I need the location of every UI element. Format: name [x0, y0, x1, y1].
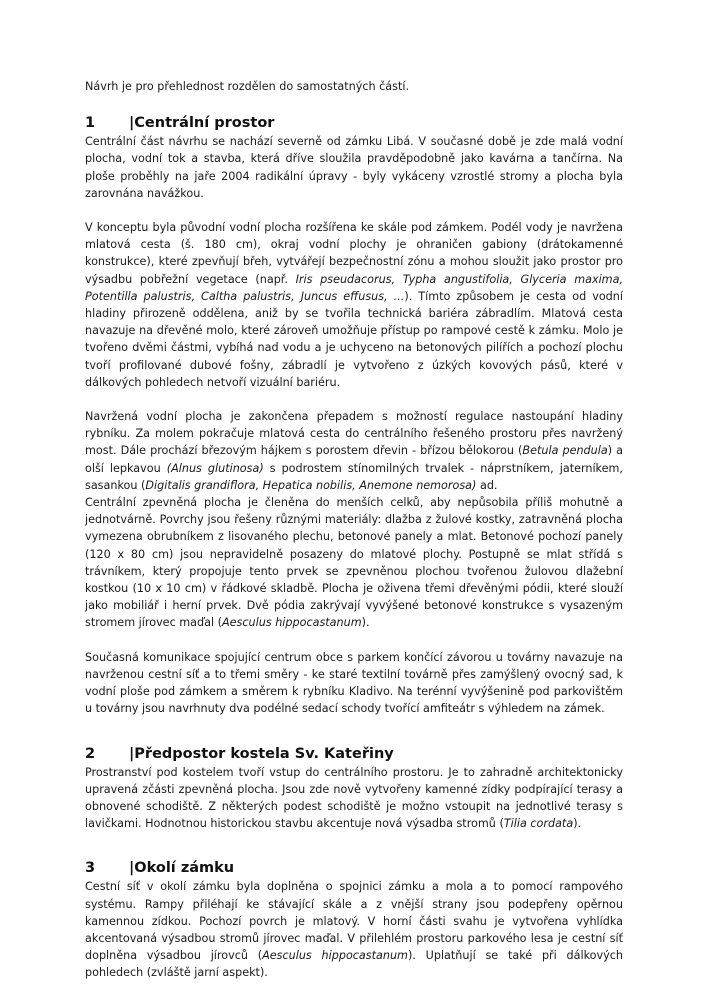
- text-run: Prostranství pod kostelem tvoří vstup do centrálního prostoru. Je to zahradně architektonicky upravená zčásti zpevněná plocha. Jsou zde nově vytvořeny kamenné zídky podpírající terasy a obnovené schodiště. Z některých podest schodiště je možno vstoupit na jednotlivé terasy s lavičkami. Hodnotnou historickou stavbu akcentuje nová výsadba stromů (: [85, 765, 623, 831]
- document-page: [85, 78, 623, 982]
- text-run: ). Uplatňují se také při dálkových pohledech (zvláště jarní aspekt).: [85, 949, 624, 980]
- text-run: ).: [361, 616, 370, 630]
- section-2-heading: [85, 744, 623, 764]
- section-3-paragraph-1: [85, 878, 623, 981]
- section-2-paragraph-1: [85, 764, 623, 833]
- section-1-paragraph-2: [85, 219, 623, 391]
- section-1-paragraph-4: [85, 494, 623, 632]
- species-name: Aesculus hippocastanum: [222, 616, 362, 630]
- species-list: Iris pseudacorus, Typha angustifolia, Glyceria maxima, Potentilla palustris, Caltha palustris, Juncus effusus, ...: [85, 272, 623, 303]
- text-run: ).: [573, 817, 582, 831]
- section-3-title: |Okolí zámku: [129, 860, 235, 877]
- species-name: Betula pendula: [522, 444, 608, 458]
- text-run: V konceptu byla původní vodní plocha rozšířena ke skále pod zámkem. Podél vody je navržena mlatová cesta (š. 180 cm), okraj vodní plochy je ohraničen gabiony (drátokamenné konstrukce), které zpevňují břeh, vytvářejí bezpečnostní zónu a mohou sloužit jako prostor pro výsadbu pobřežní vegetace (např.: [85, 221, 623, 286]
- text-run: ). Tímto způsobem je cesta od vodní hladiny přirozeně oddělena, aniž by se tvořila technická bariéra zábradlím. Mlatová cesta navazuje na dřevěné molo, které zároveň umožňuje přístup po rampové cestě k zámku. Molo je tvořeno dvěmi částmi, vybíhá nad vodu a je uchyceno na betonových pilířích a pochozí plochu tvoří profilované dubové fošny, zábradlí je vytvořeno z úzkých kovových pásů, které v dálkových pohledech netvoří vizuální bariéru.: [85, 289, 623, 389]
- section-1-heading: [85, 113, 623, 133]
- species-list: Digitalis grandiflora, Hepatica nobilis, Anemone nemorosa): [145, 478, 477, 492]
- text-run: ) a olší lepkavou: [85, 444, 623, 475]
- text-run: Cestní síť v okolí zámku byla doplněna o spojnici zámku a mola a to pomocí rampového systému. Rampy přiléhají ke stávající skále a z vnější strany jsou podepřeny opěrnou kamennou zídkou. Pochozí povrch je mlatový. V horní části svahu je vytvořena vyhlídka akcentovaná výsadbou stromů jírovec maďal. V přilehlém prostoru parkového lesa je cestní síť doplněna výsadbou jírovců (: [85, 880, 623, 963]
- section-1-number: 1: [85, 115, 96, 132]
- text-run: Navržená vodní plocha je zakončena přepadem s možností regulace nastoupání hladiny rybníku. Za molem pokračuje mlatová cesta do centrálního řešeného prostoru přes navržený most. Dále prochází březovým hájkem s porostem dřevin - břízou bělokorou (: [85, 410, 623, 458]
- species-name: Tilia cordata: [503, 817, 574, 831]
- text-run: ad.: [476, 478, 498, 492]
- section-2-number: 2: [85, 745, 96, 762]
- section-1-paragraph-1: Centrální část návrhu se nachází severně od zámku Libá. V současné době je zde malá vodní plocha, vodní tok a stavba, která dříve sloužila pravděpodobně jako kavárna a tančírna. Na ploše proběhly na jaře 2004 radikální úpravy - byly vykáceny vzrostlé stromy a plocha byla zarovnána navážkou.: [85, 135, 623, 200]
- section-1-paragraph-3: [85, 408, 623, 494]
- section-1-paragraph-5: Současná komunikace spojující centrum obce s parkem končící závorou u továrny navazuje na navrženou cestní síť a to třemi směry - ke staré textilní továrně přes zamýšlený ovocný sad, k vodní ploše pod zámkem a směrem k rybníku Kladivo. Na terénní vyvýšenině pod parkovištěm u továrny jsou navrhnuty dva podélné sedací schody tvořící amfiteátr s výhledem na zámek.: [85, 650, 623, 716]
- section-3-number: 3: [85, 860, 96, 877]
- section-3-heading: [85, 858, 623, 878]
- intro-text: Návrh je pro přehlednost rozdělen do samostatných částí.: [85, 80, 409, 93]
- section-2-title: |Předpostor kostela Sv. Kateřiny: [129, 745, 394, 762]
- species-name: (Alnus glutinosa): [166, 461, 264, 475]
- text-run: s podrostem stínomilných trvalek - náprstníkem, jaterníkem, sasankou (: [85, 461, 623, 492]
- species-name: Aesculus hippocastanum: [262, 949, 408, 963]
- section-1-title: |Centrální prostor: [129, 115, 275, 132]
- text-run: Centrální zpevněná plocha je členěna do menších celků, aby nepůsobila příliš mohutně a jednotvárně. Povrchy jsou řešeny různými materiály: dlažba z žulové kostky, zatravněná plocha vymezena obrubníkem z lisovaného plechu, betonové panely a mlat. Betonové pochozí panely (120 x 80 cm) jsou nepravidelně posazeny do mlatové plochy. Postupně se mlat střídá s trávníkem, který propojuje tento prvek se zpevněnou plochou tvořenou žulovou dlažební kostkou (10 x 10 cm) v řádkové skladbě. Plocha je oživena třemi dřevěnými pódii, které slouží jako mobiliář i herní prvek. Dvě pódia zakrývají vyvýšené betonové konstrukce s vysazeným stromem jírovec maďal (: [85, 496, 623, 630]
